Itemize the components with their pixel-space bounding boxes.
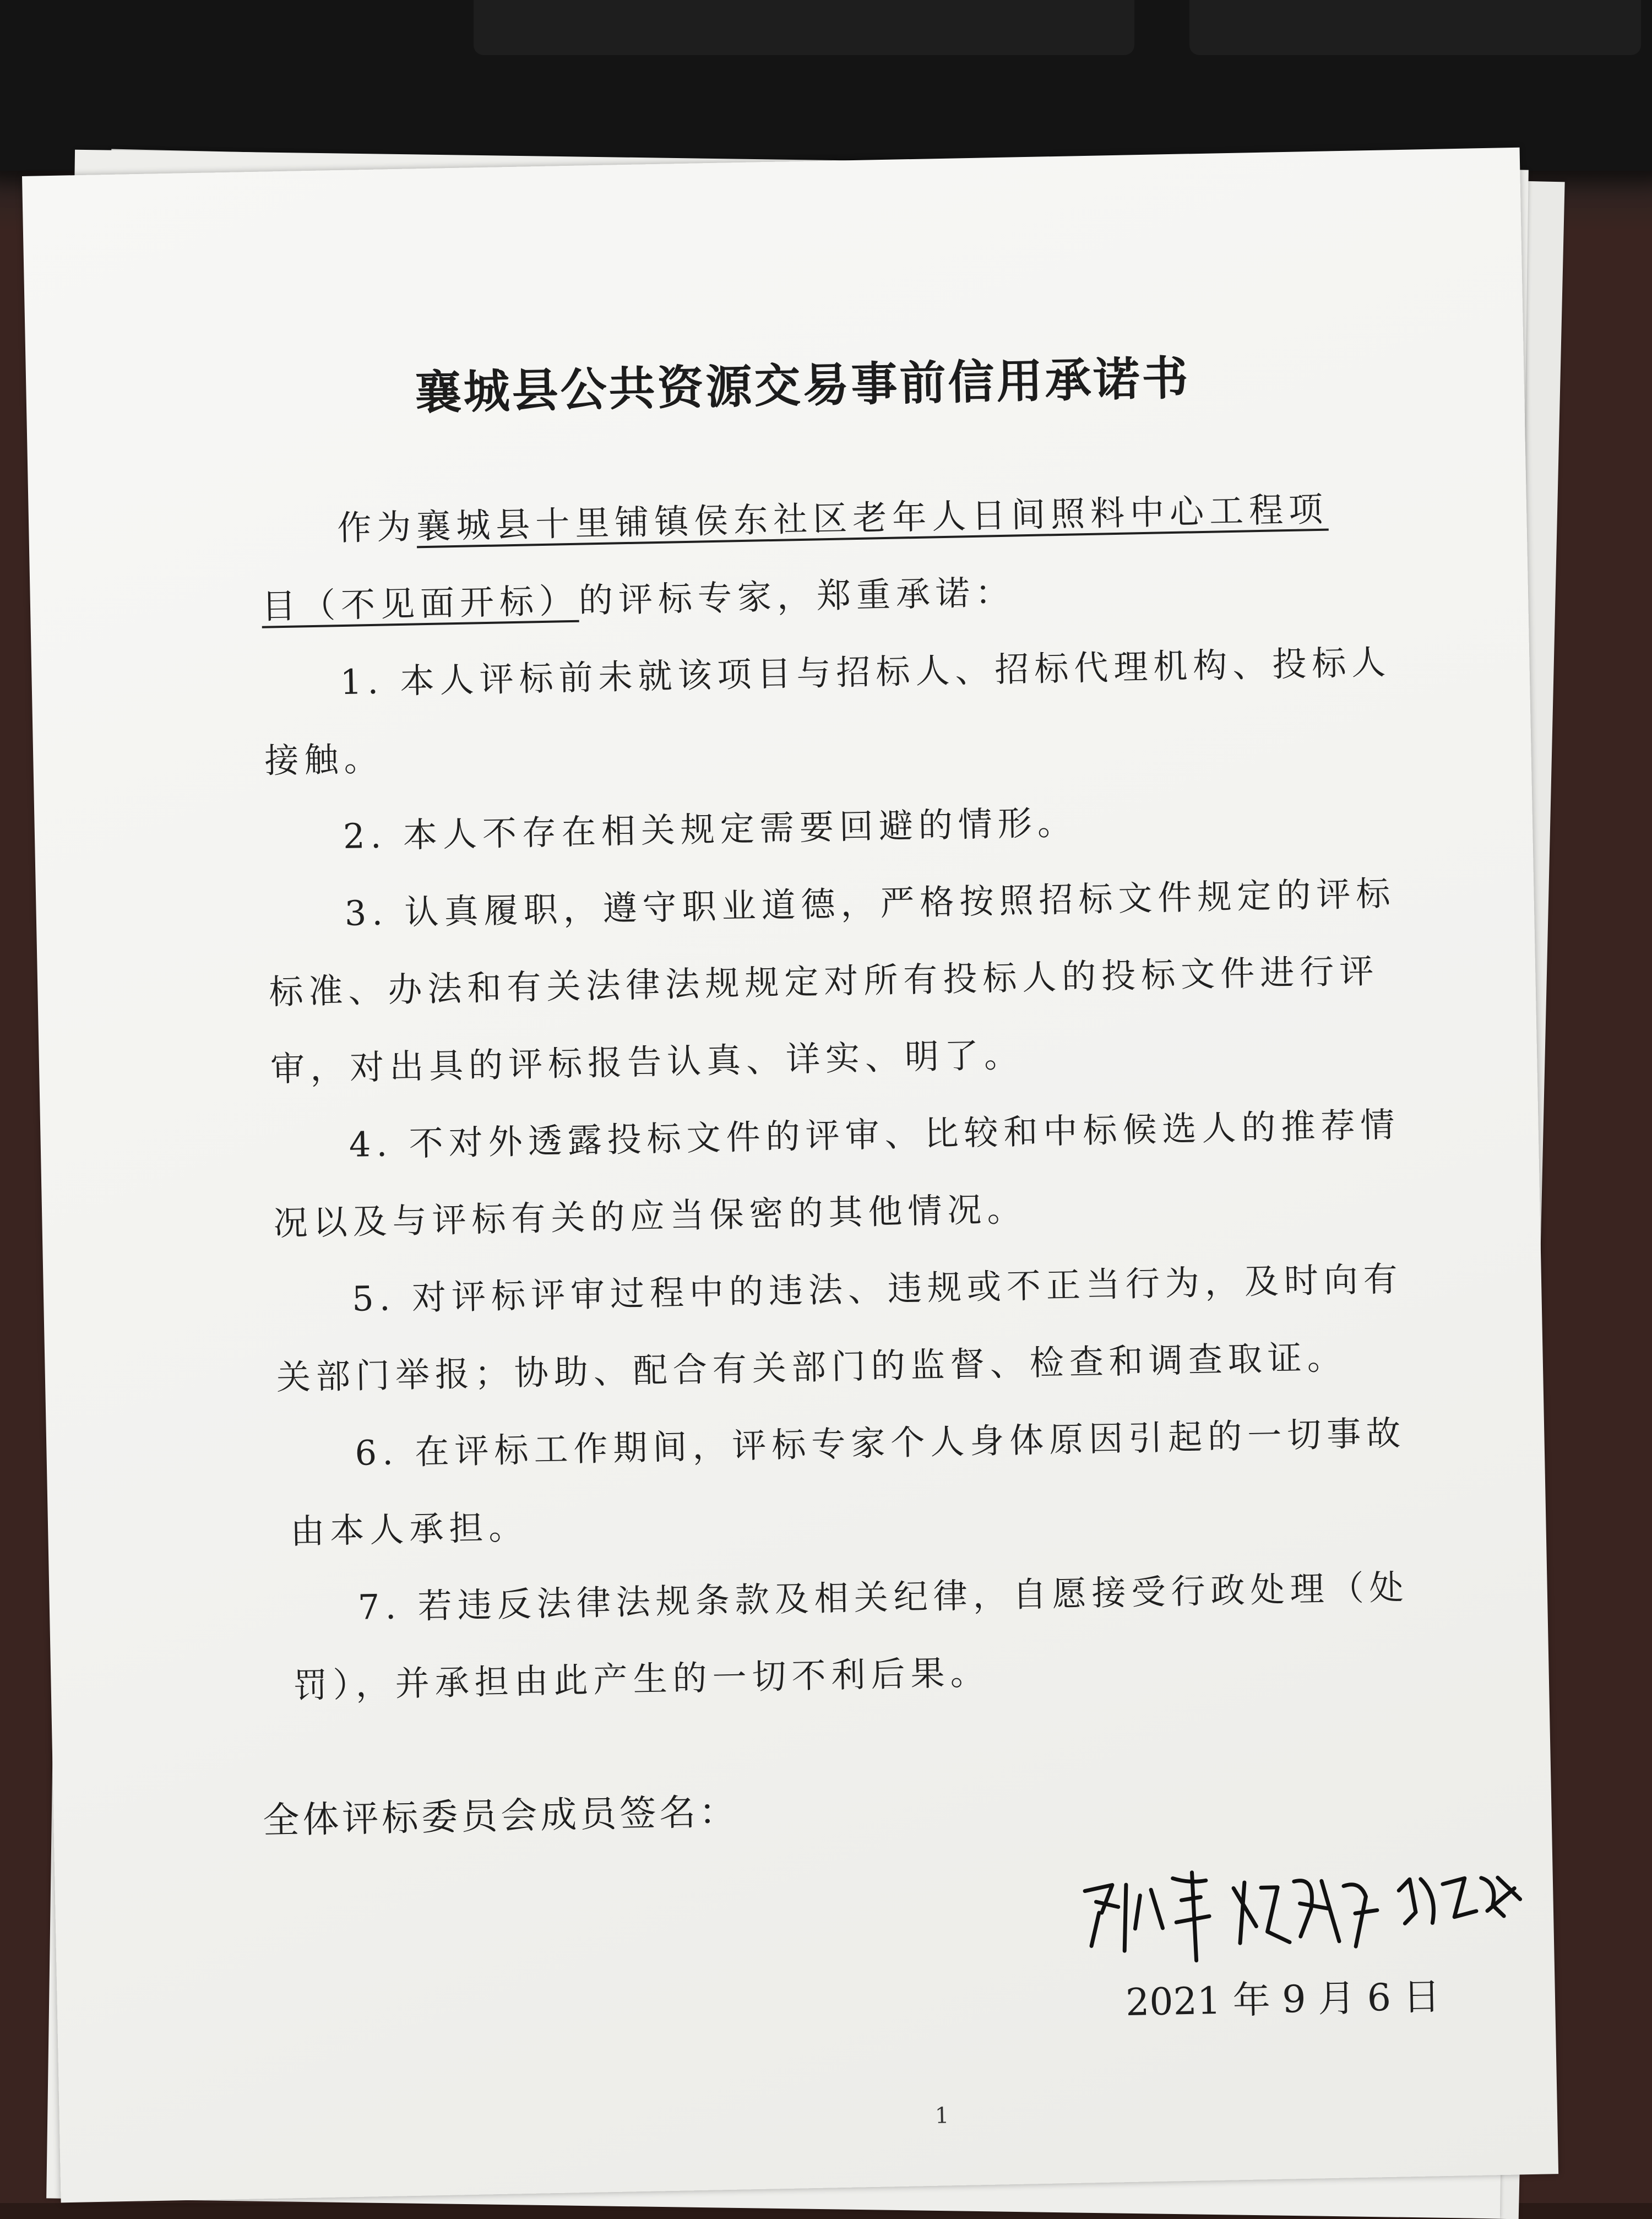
project-name-part-1: 襄城县十里铺镇侯东社区老年人日间照料中心工程项 (416, 489, 1329, 547)
handwritten-signatures (1079, 1844, 1533, 1974)
commitment-6-line-1: 6. 在评标工作期间，评标专家个人身体原因引起的一切事故 (354, 1413, 1406, 1473)
intro-line-2 (261, 565, 1015, 628)
commitment-1-line-2: 接触。 (264, 738, 384, 781)
commitment-7-line-1: 7. 若违反法律法规条款及相关纪律，自愿接受行政处理（处 (357, 1567, 1410, 1627)
commitment-4-line-2: 况以及与评标有关的应当保密的其他情况。 (273, 1189, 1028, 1244)
commitment-2-line-1: 2. 本人不存在相关规定需要回避的情形。 (343, 802, 1078, 857)
commitment-3-line-2: 标准、办法和有关法律法规规定对所有投标人的投标文件进行评 (268, 950, 1379, 1012)
commitment-1-line-1: 1. 本人评标前未就该项目与招标人、招标代理机构、投标人 (340, 642, 1392, 703)
commitment-6-line-2: 由本人承担。 (290, 1506, 529, 1552)
keyboard (0, 0, 1652, 171)
commitment-4-line-1: 4. 不对外透露投标文件的评审、比较和中标候选人的推荐情 (349, 1104, 1401, 1165)
signing-date: 2021 年 9 月 6 日 (1125, 1975, 1441, 2025)
page-number: 1 (934, 2103, 949, 2129)
signature-label: 全体评标委员会成员签名： (262, 1790, 739, 1842)
commitment-5-line-1: 5. 对评标评审过程中的违法、违规或不正当行为，及时向有 (351, 1258, 1404, 1319)
commitment-5-line-2: 关部门举报；协助、配合有关部门的监督、检查和调查取证。 (276, 1337, 1347, 1398)
commitment-7-line-2: 罚），并承担由此产生的一切不利后果。 (293, 1652, 991, 1706)
intro-prefix: 作为 (336, 506, 417, 549)
commitment-3-line-1: 3. 认真履职，遵守职业道德，严格按照招标文件规定的评标 (344, 873, 1396, 934)
document-page (22, 148, 1558, 2203)
keyboard-keys-right (1189, 0, 1641, 55)
intro-line-1 (336, 482, 1328, 550)
keyboard-keys (474, 0, 1134, 55)
commitment-3-line-3: 审，对出具的评标报告认真、详实、明了。 (270, 1034, 1024, 1089)
project-name-part-2: 目（不见面开标） (261, 580, 579, 627)
intro-suffix: 的评标专家，郑重承诺： (578, 572, 1015, 621)
document-title: 襄城县公共资源交易事前信用承诺书 (414, 350, 1191, 420)
